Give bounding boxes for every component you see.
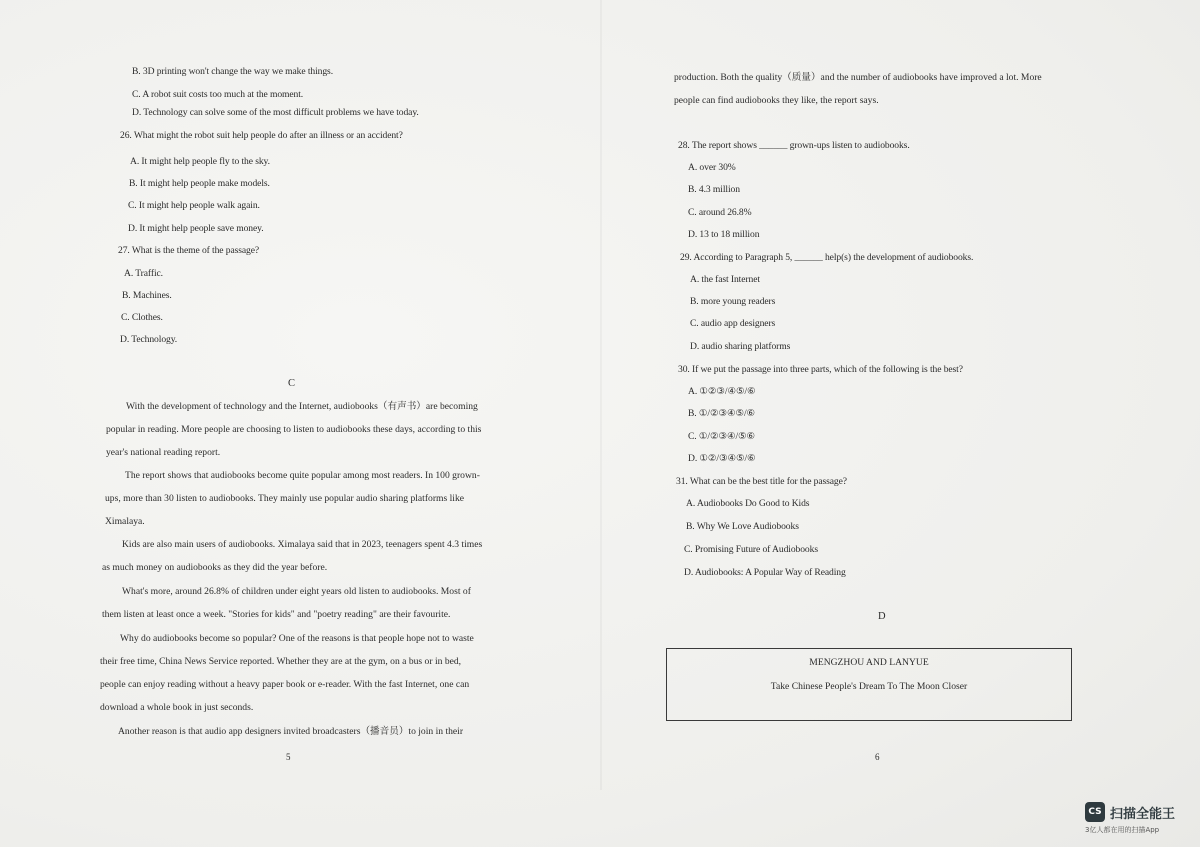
watermark-tagline: 3亿人都在用的扫描App <box>1085 826 1160 834</box>
continuation-paragraph: production. Both the quality（质量）and the number of audiobooks have improved a lot. More people can find audiobooks they like, the report says. <box>674 72 1042 106</box>
option-28d: D. 13 to 18 million <box>688 229 760 240</box>
option-28b: B. 4.3 million <box>688 184 740 195</box>
paragraph-3: Kids are also main users of audiobooks. Ximalaya said that in 2023, teenagers spent 4.3 times as much money on audiobooks as they did the year before. <box>102 539 483 573</box>
option-28a: A. over 30% <box>688 162 736 173</box>
option-26c: C. It might help people walk again. <box>128 200 260 211</box>
question-29: 29. According to Paragraph 5, ______ help(s) the development of audiobooks. <box>680 252 974 263</box>
question-26: 26. What might the robot suit help people do after an illness or an accident? <box>120 130 403 141</box>
option-27c: C. Clothes. <box>121 312 163 323</box>
option-31a: A. Audiobooks Do Good to Kids <box>686 498 810 509</box>
option-30c: C. ①/②③④/⑤⑥ <box>688 431 756 442</box>
title-box <box>666 648 1072 721</box>
option-31b: B. Why We Love Audiobooks <box>686 521 799 532</box>
option-26a: A. It might help people fly to the sky. <box>130 156 270 167</box>
question-27: 27. What is the theme of the passage? <box>118 245 260 256</box>
option-25c: C. A robot suit costs too much at the moment. <box>132 89 304 100</box>
option-27b: B. Machines. <box>122 290 172 301</box>
option-27d: D. Technology. <box>120 334 178 345</box>
option-27a: A. Traffic. <box>124 268 163 279</box>
paragraph-1: With the development of technology and the Internet, audiobooks（有声书）are becoming popular in reading. More people are choosing to listen to audiobooks these days, according to this year's national reading report. <box>106 401 482 458</box>
option-25d: D. Technology can solve some of the most difficult problems we have today. <box>132 107 419 118</box>
page-fold <box>600 0 602 790</box>
option-30a: A. ①②③/④⑤/⑥ <box>688 386 756 397</box>
box-subtitle: Take Chinese People's Dream To The Moon Closer <box>770 681 968 692</box>
right-page <box>664 0 1084 790</box>
page-number-right: 6 <box>875 752 880 762</box>
page-number-left: 5 <box>286 752 291 762</box>
question-30: 30. If we put the passage into three parts, which of the following is the best? <box>678 364 963 375</box>
section-heading-d: D <box>878 611 886 622</box>
watermark-app-name: 扫描全能王 <box>1110 807 1176 822</box>
section-heading-c: C <box>288 378 296 389</box>
paragraph-5: Why do audiobooks become so popular? One of the reasons is that people hope not to waste their free time, China News Service reported. Whether they are at the gym, on a bus or in bed, people can enjoy reading without a heavy paper book or e-reader. With the fast Internet, one can download a whole book in just seconds. <box>100 633 474 713</box>
paragraph-6: Another reason is that audio app designers invited broadcasters（播音员）to join in their <box>118 726 464 737</box>
option-31c: C. Promising Future of Audiobooks <box>684 544 818 555</box>
option-25b: B. 3D printing won't change the way we make things. <box>132 66 333 77</box>
left-page <box>96 0 496 790</box>
paragraph-2: The report shows that audiobooks become quite popular among most readers. In 100 grown-ups, more than 30 listen to audiobooks. They mainly use popular audio sharing platforms like Ximalaya. <box>105 470 480 527</box>
option-26d: D. It might help people save money. <box>128 223 264 234</box>
paragraph-4: What's more, around 26.8% of children under eight years old listen to audiobooks. Most of them listen at least once a week. "Stories for kids" and "poetry reading" are their favourite. <box>102 586 471 620</box>
option-29c: C. audio app designers <box>690 318 776 329</box>
scanner-watermark <box>1085 800 1195 840</box>
option-31d: D. Audiobooks: A Popular Way of Reading <box>684 567 846 578</box>
option-30b: B. ①/②③④⑤/⑥ <box>688 408 756 419</box>
option-30d: D. ①②/③④⑤/⑥ <box>688 453 756 464</box>
option-26b: B. It might help people make models. <box>129 178 270 189</box>
question-31: 31. What can be the best title for the passage? <box>676 476 847 487</box>
option-29d: D. audio sharing platforms <box>690 341 791 352</box>
box-title: MENGZHOU AND LANYUE <box>809 657 929 668</box>
option-28c: C. around 26.8% <box>688 207 752 218</box>
option-29b: B. more young readers <box>690 296 776 307</box>
camscanner-logo-icon: CS <box>1085 802 1105 822</box>
question-28: 28. The report shows ______ grown-ups listen to audiobooks. <box>678 140 910 151</box>
option-29a: A. the fast Internet <box>690 274 760 285</box>
